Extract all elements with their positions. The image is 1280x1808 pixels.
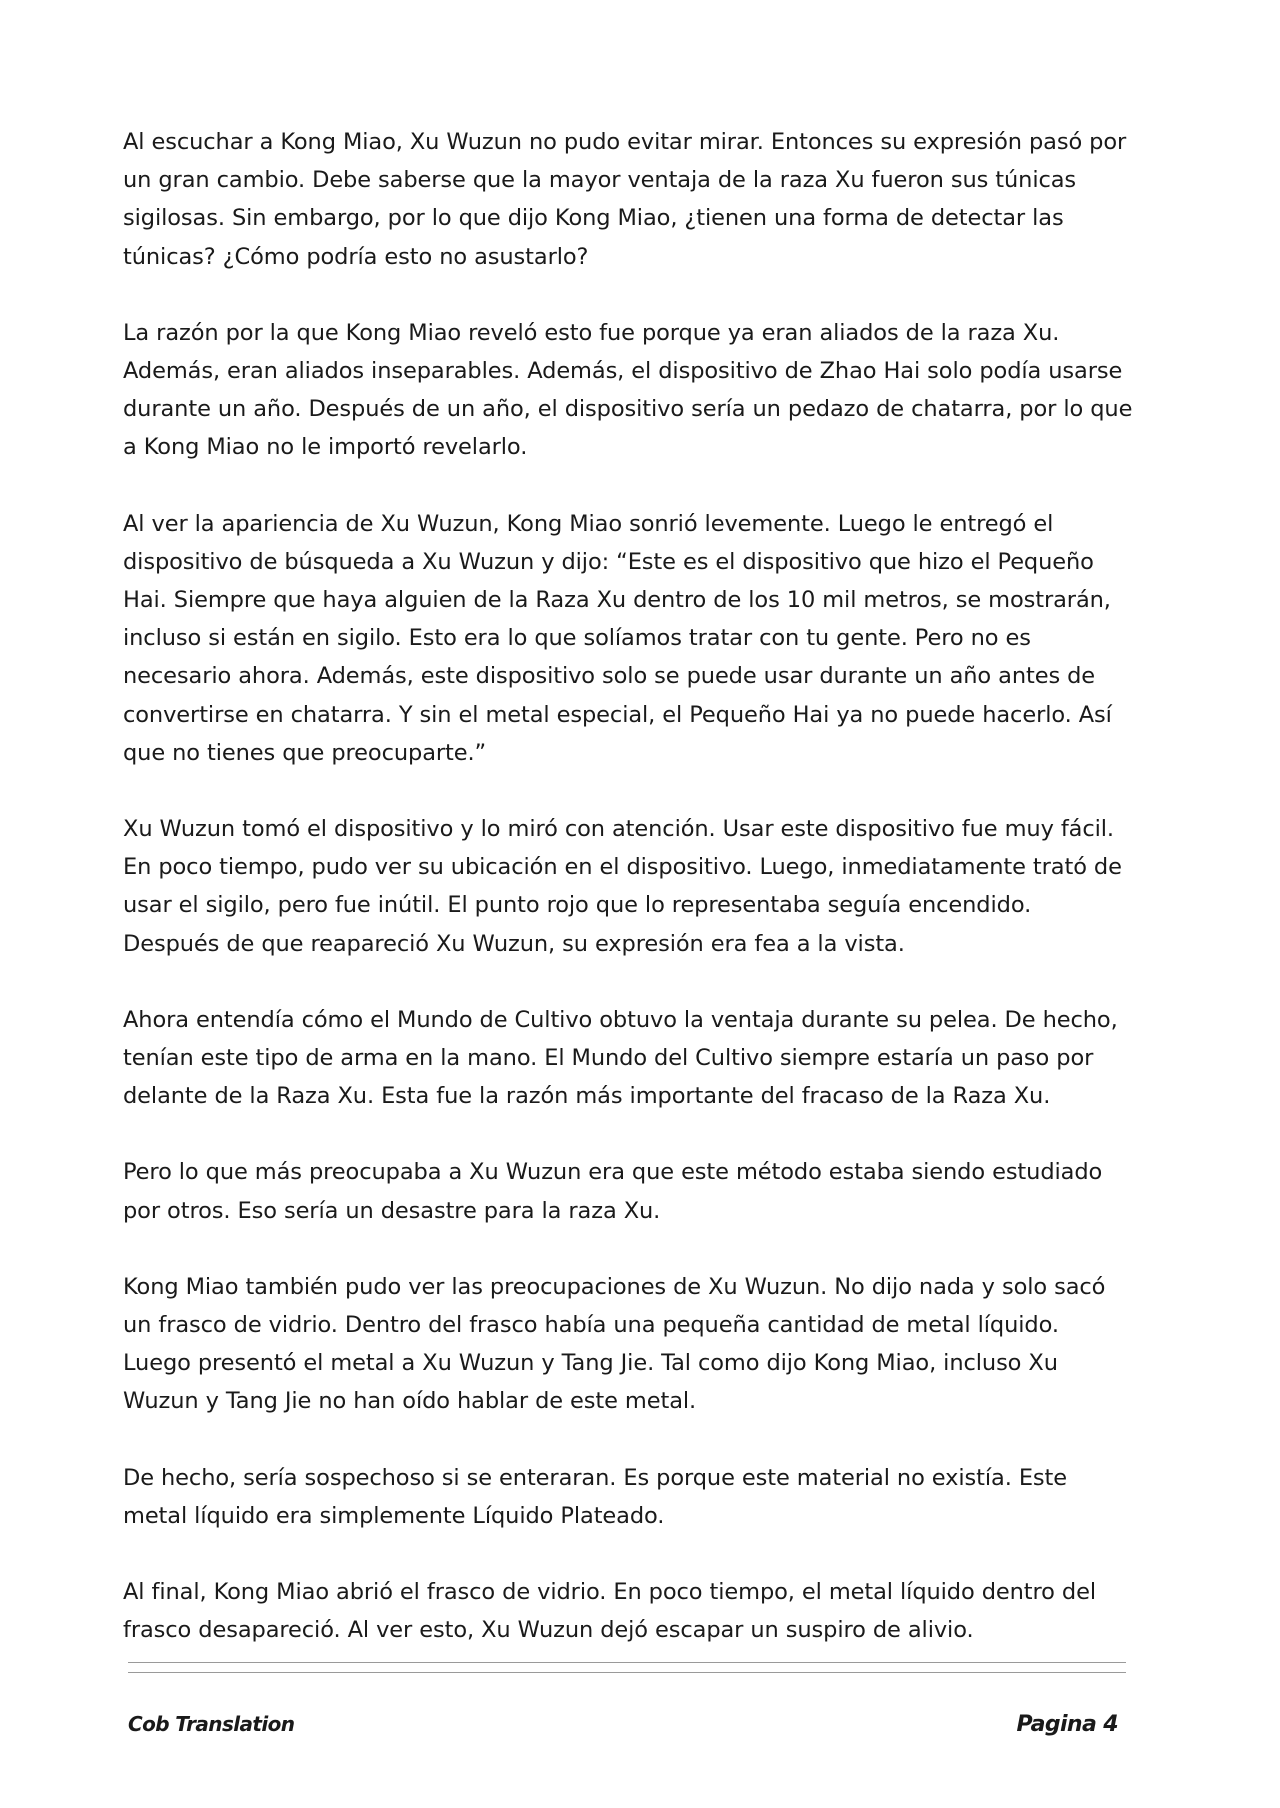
- paragraph-4: Xu Wuzun tomó el dispositivo y lo miró con atención. Usar este dispositivo fue muy fácil. En poco tiempo, pudo ver su ubicación en el dispositivo. Luego, inmediatamente trató de usar el sigilo, pero fue inútil. El punto rojo que lo representaba seguía encendido. Después de que reapareció Xu Wuzun, su expresión era fea a la vista.: [123, 816, 1122, 957]
- footer-translator-credit: Cob Translation: [128, 1712, 295, 1736]
- paragraph-3: Al ver la apariencia de Xu Wuzun, Kong Miao sonrió levemente. Luego le entregó el dispositivo de búsqueda a Xu Wuzun y dijo: “Este es el dispositivo que hizo el Pequeño Hai. Siempre que haya alguien de la Raza Xu dentro de los 10 mil metros, se mostrarán, incluso si están en sigilo. Esto era lo que solíamos tratar con tu gente. Pero no es necesario ahora. Además, este dispositivo solo se puede usar durante un año antes de convertirse en chatarra. Y sin el metal especial, el Pequeño Hai ya no puede hacerlo. Así que no tienes que preocuparte.”: [123, 510, 1112, 766]
- footer-rule-top: [128, 1662, 1126, 1663]
- paragraph-8: De hecho, sería sospechoso si se enteraran. Es porque este material no existía. Este metal líquido era simplemente Líquido Plateado.: [123, 1464, 1068, 1529]
- footer-page-number: Pagina 4: [1016, 1712, 1118, 1737]
- footer-rule-bottom: [128, 1672, 1126, 1673]
- document-body: [123, 123, 1133, 1688]
- paragraph-9: Al final, Kong Miao abrió el frasco de vidrio. En poco tiempo, el metal líquido dentro del frasco desapareció. Al ver esto, Xu Wuzun dejó escapar un suspiro de alivio.: [123, 1579, 1096, 1644]
- paragraph-1: Al escuchar a Kong Miao, Xu Wuzun no pudo evitar mirar. Entonces su expresión pasó por un gran cambio. Debe saberse que la mayor ventaja de la raza Xu fueron sus túnicas sigilosas. Sin embargo, por lo que dijo Kong Miao, ¿tienen una forma de detectar las túnicas? ¿Cómo podría esto no asustarlo?: [123, 129, 1127, 270]
- paragraph-6: Pero lo que más preocupaba a Xu Wuzun era que este método estaba siendo estudiado por otros. Eso sería un desastre para la raza Xu.: [123, 1159, 1103, 1224]
- paragraph-7: Kong Miao también pudo ver las preocupaciones de Xu Wuzun. No dijo nada y solo sacó un frasco de vidrio. Dentro del frasco había una pequeña cantidad de metal líquido. Luego presentó el metal a Xu Wuzun y Tang Jie. Tal como dijo Kong Miao, incluso Xu Wuzun y Tang Jie no han oído hablar de este metal.: [123, 1273, 1106, 1415]
- paragraph-2: La razón por la que Kong Miao reveló esto fue porque ya eran aliados de la raza Xu. Además, eran aliados inseparables. Además, el dispositivo de Zhao Hai solo podía usarse durante un año. Después de un año, el dispositivo sería un pedazo de chatarra, por lo que a Kong Miao no le importó revelarlo.: [123, 319, 1133, 461]
- paragraph-5: Ahora entendía cómo el Mundo de Cultivo obtuvo la ventaja durante su pelea. De hecho, tenían este tipo de arma en la mano. El Mundo del Cultivo siempre estaría un paso por delante de la Raza Xu. Esta fue la razón más importante del fracaso de la Raza Xu.: [123, 1006, 1118, 1110]
- footer-divider: [128, 1662, 1126, 1673]
